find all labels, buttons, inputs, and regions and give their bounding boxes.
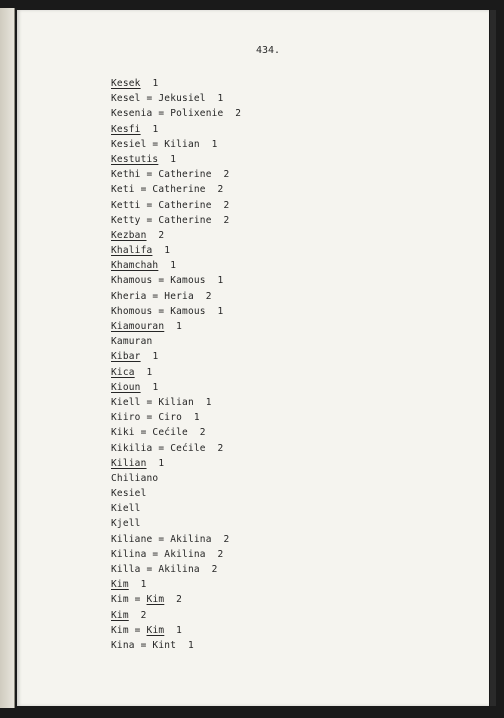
entry-text: Ketti = Catherine 2 bbox=[111, 199, 230, 211]
name-entry bbox=[111, 441, 241, 456]
name-entry bbox=[111, 532, 241, 547]
name-entry bbox=[111, 501, 241, 516]
entry-text: Kesiel bbox=[111, 488, 147, 500]
entry-text: 1 bbox=[164, 321, 183, 332]
name-entry bbox=[111, 137, 241, 152]
entry-headword: Kioun bbox=[111, 381, 141, 393]
entry-headword: Kim bbox=[111, 609, 129, 621]
entry-text: Kikilia = Cećile 2 bbox=[111, 442, 224, 454]
entry-headword: Kestutis bbox=[111, 153, 159, 165]
entry-text: 1 bbox=[158, 260, 177, 272]
name-entry bbox=[111, 182, 241, 197]
entry-text: Kamuran bbox=[111, 336, 153, 348]
name-entry bbox=[111, 334, 241, 349]
entry-text: Kim = bbox=[111, 594, 147, 606]
entry-text: Kina = Kint 1 bbox=[111, 639, 194, 651]
entry-headword: Kiamouran bbox=[111, 321, 165, 332]
entry-text: Kiiro = Ciro 1 bbox=[111, 412, 200, 424]
entry-text: Kesiel = Kilian 1 bbox=[111, 138, 218, 150]
name-entry bbox=[111, 395, 241, 410]
name-entry bbox=[111, 152, 241, 167]
name-entry bbox=[111, 365, 241, 380]
name-entry bbox=[111, 516, 241, 531]
name-entry bbox=[111, 289, 241, 304]
entry-text: 2 bbox=[128, 609, 147, 621]
entry-headword: Kesfi bbox=[111, 123, 141, 135]
entry-headword: Kim bbox=[146, 624, 165, 636]
name-entry bbox=[111, 608, 241, 623]
entry-text: 1 bbox=[140, 123, 159, 135]
entry-headword: Kesek bbox=[111, 78, 141, 89]
entry-text: Keti = Catherine 2 bbox=[111, 184, 224, 196]
name-entry bbox=[111, 319, 241, 334]
entry-text: 1 bbox=[146, 457, 165, 469]
entry-text: Kesel = Jekusiel 1 bbox=[111, 93, 224, 105]
name-entry bbox=[111, 243, 241, 258]
entry-text: Kiell bbox=[111, 503, 141, 515]
entry-text: Kiell = Kilian 1 bbox=[111, 396, 212, 408]
entry-text: 2 bbox=[164, 594, 183, 606]
entry-text: 1 bbox=[128, 579, 147, 591]
name-entry bbox=[111, 304, 241, 319]
entry-text: 1 bbox=[158, 153, 177, 165]
entry-text: Kiki = Cećile 2 bbox=[111, 427, 206, 439]
name-entry bbox=[111, 349, 241, 364]
name-entry bbox=[111, 486, 241, 501]
entry-text: Ketty = Catherine 2 bbox=[111, 214, 230, 226]
name-entry bbox=[111, 592, 241, 607]
entry-text: Kilina = Akilina 2 bbox=[111, 548, 224, 560]
entry-text: Khamous = Kamous 1 bbox=[111, 275, 224, 287]
name-entry bbox=[111, 106, 241, 121]
name-entry bbox=[111, 471, 241, 486]
name-entry bbox=[111, 410, 241, 425]
entry-text: 1 bbox=[140, 381, 159, 393]
name-entries-list bbox=[111, 76, 241, 653]
entry-text: Kjell bbox=[111, 518, 141, 530]
entry-text: 1 bbox=[140, 351, 159, 363]
name-entry bbox=[111, 213, 241, 228]
name-entry bbox=[111, 638, 241, 653]
entry-headword: Kibar bbox=[111, 351, 141, 363]
entry-headword: Kilian bbox=[111, 457, 147, 469]
entry-headword: Kim bbox=[111, 579, 129, 591]
page-edge-shadow bbox=[490, 10, 496, 706]
entry-headword: Kim bbox=[146, 594, 165, 606]
entry-text: Kethi = Catherine 2 bbox=[111, 169, 230, 181]
name-entry bbox=[111, 198, 241, 213]
document-page bbox=[17, 10, 489, 706]
entry-text: 2 bbox=[146, 229, 165, 241]
entry-text: 1 bbox=[152, 245, 171, 257]
page-number: 434. bbox=[256, 45, 281, 56]
name-entry bbox=[111, 425, 241, 440]
name-entry bbox=[111, 76, 241, 91]
name-entry bbox=[111, 562, 241, 577]
name-entry bbox=[111, 228, 241, 243]
entry-text: Kesenia = Polixenie 2 bbox=[111, 108, 242, 120]
name-entry bbox=[111, 577, 241, 592]
name-entry bbox=[111, 91, 241, 106]
entry-text: 1 bbox=[134, 366, 153, 378]
entry-text: Kiliane = Akilina 2 bbox=[111, 533, 230, 545]
entry-text: Khomous = Kamous 1 bbox=[111, 305, 224, 317]
entry-text: Chiliano bbox=[111, 472, 159, 484]
name-entry bbox=[111, 547, 241, 562]
entry-headword: Khamchah bbox=[111, 260, 159, 272]
entry-text: Kheria = Heria 2 bbox=[111, 290, 212, 302]
entry-headword: Kezban bbox=[111, 229, 147, 241]
entry-headword: Kica bbox=[111, 366, 135, 378]
entry-text: 1 bbox=[164, 624, 183, 636]
entry-text: Killa = Akilina 2 bbox=[111, 564, 218, 575]
entry-text: Kim = bbox=[111, 624, 147, 636]
name-entry bbox=[111, 167, 241, 182]
facing-page-edge bbox=[0, 8, 15, 708]
name-entry bbox=[111, 273, 241, 288]
name-entry bbox=[111, 122, 241, 137]
entry-text: 1 bbox=[140, 78, 159, 89]
name-entry bbox=[111, 456, 241, 471]
name-entry bbox=[111, 380, 241, 395]
entry-headword: Khalifa bbox=[111, 245, 153, 257]
name-entry bbox=[111, 258, 241, 273]
name-entry bbox=[111, 623, 241, 638]
